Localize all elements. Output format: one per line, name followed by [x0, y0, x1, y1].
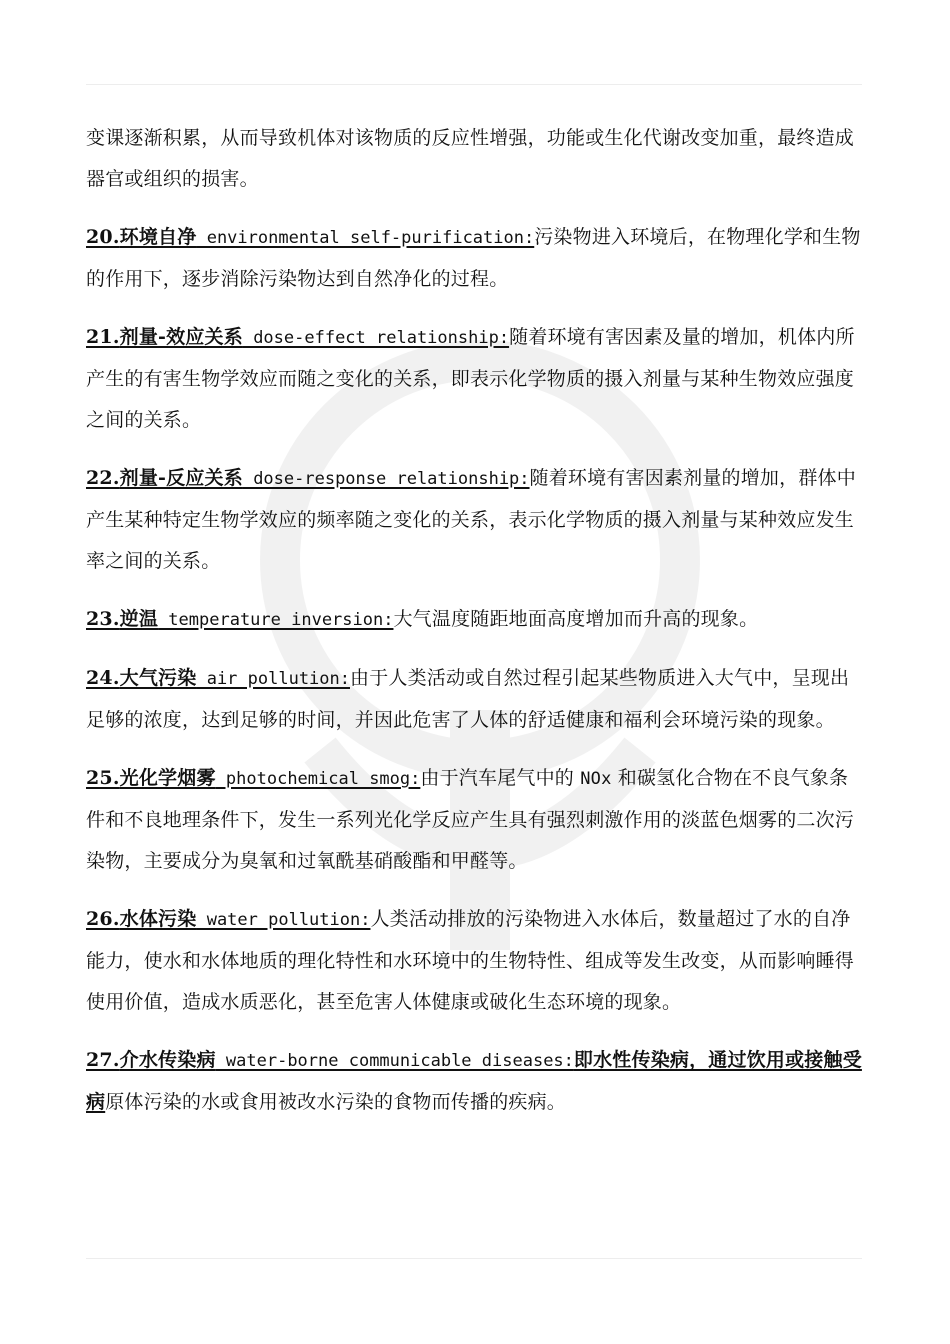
term-number: 26. — [86, 908, 120, 930]
term-definition-formula: NOx — [580, 769, 612, 789]
term-english: dose-response relationship: — [242, 469, 530, 489]
term-entry-24 — [86, 658, 862, 741]
term-english: water-borne communicable diseases: — [215, 1051, 574, 1071]
term-chinese: 介水传染病 — [119, 1049, 216, 1071]
term-number: 21. — [86, 326, 120, 348]
term-definition: 由于人类活动或自然过程引起某些物质进入大气中，呈现出足够的浓度，达到足够的时间，并因此危害了人体的舒适健康和福利会环境污染的现象。 — [86, 667, 850, 731]
term-heading — [86, 908, 370, 930]
document-content — [86, 118, 862, 1140]
term-english: temperature inversion: — [158, 610, 394, 630]
term-heading — [86, 226, 534, 248]
term-entry-26 — [86, 899, 862, 1023]
term-english: air pollution: — [196, 669, 350, 689]
term-definition-emphasis: 即水性传染病，通过饮用或接触受病 — [86, 1049, 862, 1113]
term-entry-21 — [86, 317, 862, 441]
term-chinese: 剂量-反应关系 — [119, 467, 243, 489]
term-heading — [86, 467, 530, 489]
term-definition: 污染物进入环境后，在物理化学和生物的作用下，逐步消除污染物达到自然净化的过程。 — [86, 226, 861, 290]
term-definition-part: 由于汽车尾气中的 — [420, 767, 581, 789]
term-entry-22 — [86, 458, 862, 582]
term-definition: 随着环境有害因素剂量的增加，群体中产生某种特定生物学效应的频率随之变化的关系，表示化学物质的摄入剂量与某种效应发生率之间的关系。 — [86, 467, 856, 572]
term-heading — [86, 1049, 574, 1071]
term-number: 27. — [86, 1049, 120, 1071]
footer-rule — [86, 1258, 862, 1259]
term-entry-23 — [86, 599, 862, 641]
term-definition: 大气温度随距地面高度增加而升高的现象。 — [393, 608, 759, 630]
header-rule — [86, 84, 862, 85]
term-definition: 原体污染的水或食用被改水污染的食物而传播的疾病。 — [105, 1091, 567, 1113]
term-chinese: 剂量-效应关系 — [119, 326, 243, 348]
term-english: photochemical smog: — [215, 769, 421, 789]
term-number: 20. — [86, 226, 120, 248]
term-chinese: 大气污染 — [119, 667, 197, 689]
term-entry-27 — [86, 1040, 862, 1123]
term-entry-25 — [86, 758, 862, 882]
term-number: 22. — [86, 467, 120, 489]
term-english: water pollution: — [196, 910, 371, 930]
term-english: dose-effect relationship: — [242, 328, 510, 348]
term-definition: 人类活动排放的污染物进入水体后，数量超过了水的自净能力，使水和水体地质的理化特性和水环境中的生物特性、组成等发生改变，从而影响睡得使用价值，造成水质恶化，甚至危害人体健康或破化生态环境的现象。 — [86, 908, 855, 1013]
term-number: 25. — [86, 767, 120, 789]
term-number: 24. — [86, 667, 120, 689]
continuation-text: 变课逐渐积累，从而导致机体对该物质的反应性增强，功能或生化代谢改变加重，最终造成器官或组织的损害。 — [86, 127, 855, 190]
term-heading — [86, 767, 420, 789]
continuation-paragraph — [86, 118, 862, 200]
term-definition-part: 和碳氢化合物在不良气象条件和不良地理条件下，发生一系列光化学反应产生具有强烈刺激作用的淡蓝色烟雾的二次污染物，主要成分为臭氧和过氧酰基硝酸酯和甲醛等。 — [86, 767, 855, 872]
term-chinese: 环境自净 — [119, 226, 197, 248]
term-english: environmental self-purification: — [196, 228, 535, 248]
term-heading — [86, 326, 509, 348]
term-chinese: 光化学烟雾 — [119, 767, 216, 789]
term-definition: 随着环境有害因素及量的增加，机体内所产生的有害生物学效应而随之变化的关系，即表示化学物质的摄入剂量与某种生物效应强度之间的关系。 — [86, 326, 855, 431]
term-heading — [86, 608, 393, 630]
term-entry-20 — [86, 217, 862, 300]
term-chinese: 逆温 — [119, 608, 159, 630]
term-number: 23. — [86, 608, 120, 630]
term-chinese: 水体污染 — [119, 908, 197, 930]
term-heading — [86, 667, 350, 689]
